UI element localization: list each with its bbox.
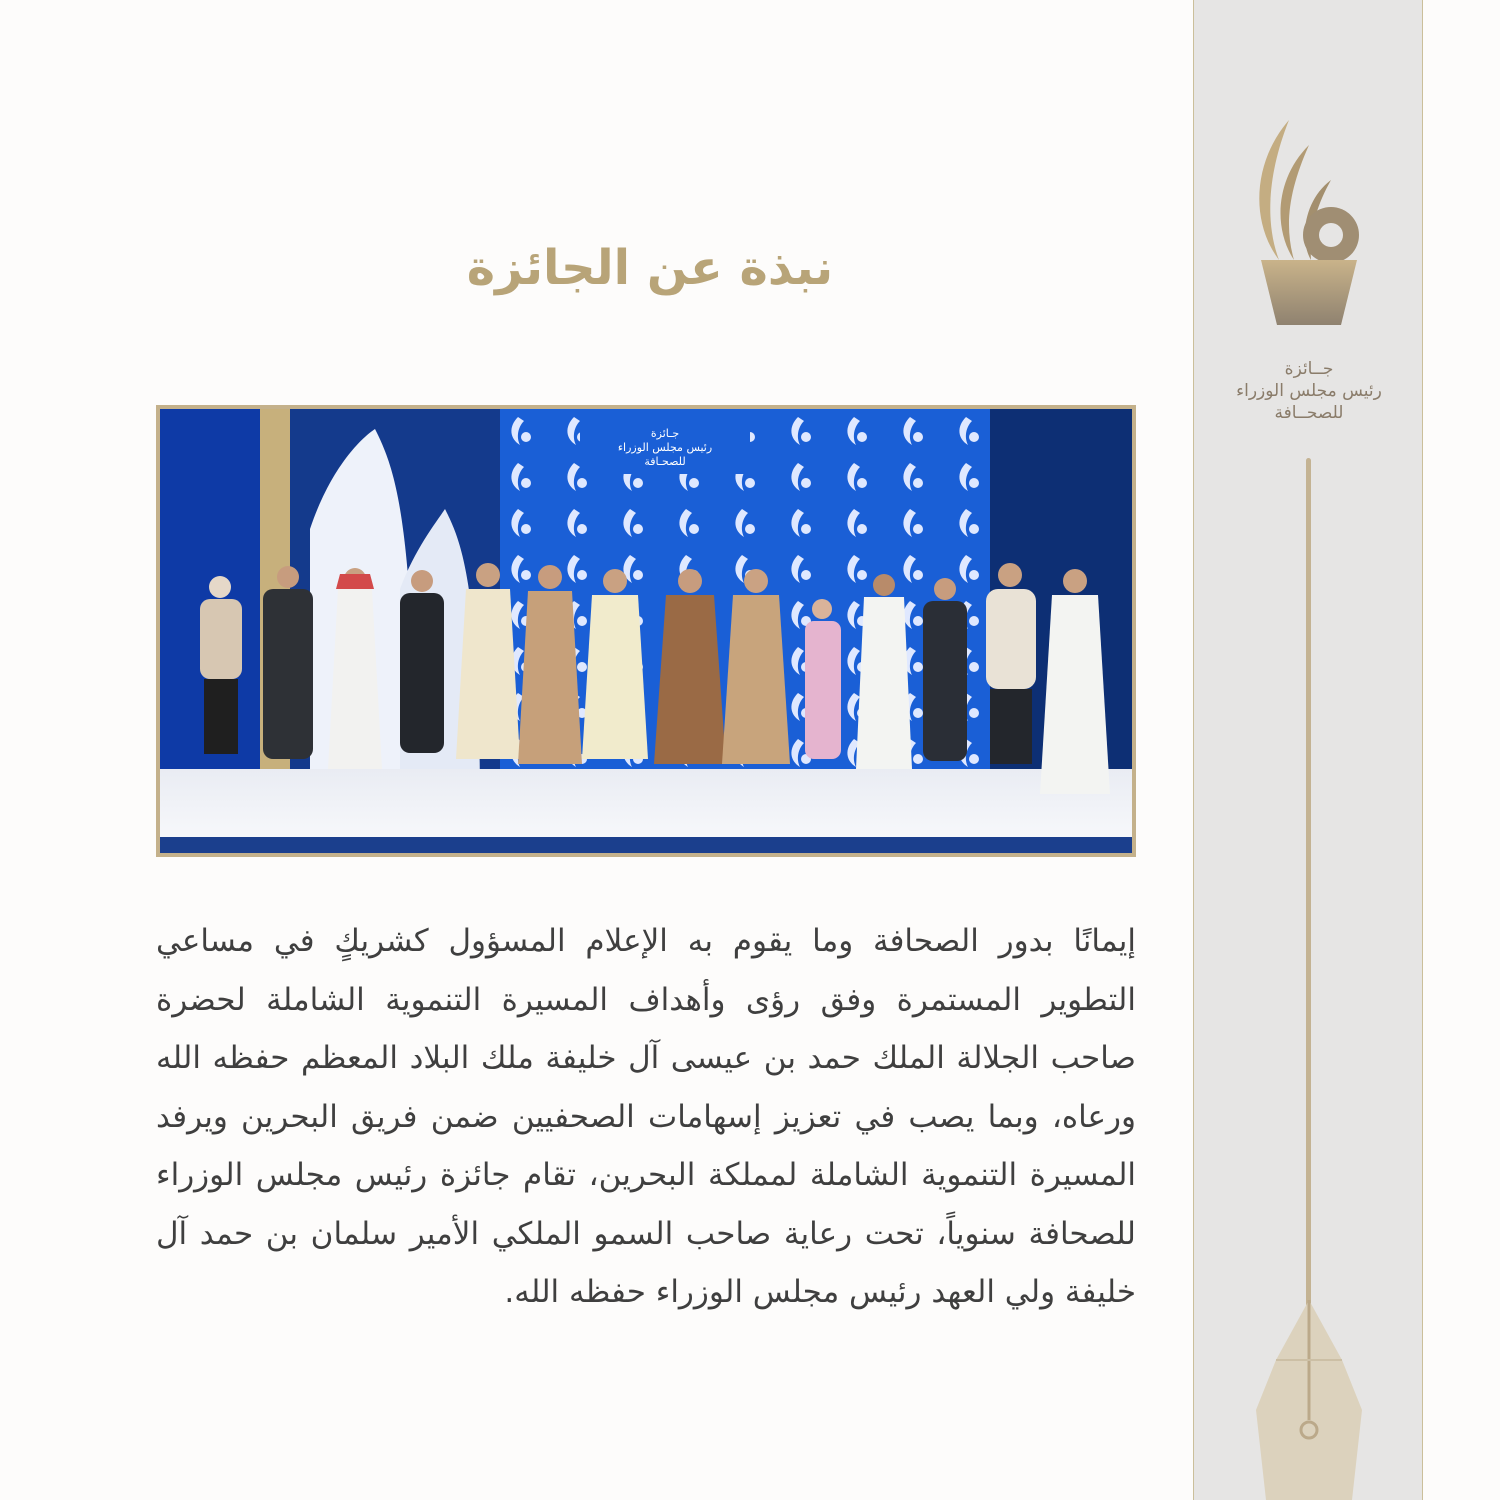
paragraph-line: للصحافة سنوياً، تحت رعاية صاحب السمو الملكي الأمير سلمان بن حمد آل <box>156 1215 1136 1252</box>
paragraph-line: صاحب الجلالة الملك حمد بن عيسى آل خليفة ملك البلاد المعظم حفظه الله <box>156 1040 1136 1076</box>
logo-text <box>1194 358 1424 424</box>
decorative-divider <box>1306 458 1311 1338</box>
award-ceremony-photo <box>156 405 1136 857</box>
backdrop-text-3: للصحـافة <box>644 455 686 468</box>
about-paragraph <box>156 912 1136 1322</box>
paragraph-line: ورعاه، وبما يصب في تعزيز إسهامات الصحفيين ضمن فريق البحرين ويرفد <box>156 1098 1136 1135</box>
page-title: نبذة عن الجائزة <box>466 240 834 296</box>
ceremony-scene <box>160 409 1132 853</box>
paragraph-line: خليفة ولي العهد رئيس مجلس الوزراء حفظه الله. <box>504 1274 1136 1310</box>
paragraph-line: التطوير المستمرة وفق رؤى وأهداف المسيرة التنموية الشاملة لحضرة <box>156 981 1136 1018</box>
logo-line-3: للصحــافة <box>1274 403 1344 423</box>
logo-line-1: جــائزة <box>1284 359 1334 379</box>
paragraph-line: المسيرة التنموية الشاملة لمملكة البحرين، تقام جائزة رئيس مجلس الوزراء <box>156 1157 1136 1193</box>
backdrop-text-1: جـائزة <box>650 427 680 440</box>
backdrop-text-2: رئيس مجلس الوزراء <box>617 441 713 454</box>
sidebar <box>1193 0 1423 1500</box>
paragraph-line: إيمانًا بدور الصحافة وما يقوم به الإعلام المسؤول كشريكٍ في مساعي <box>156 923 1136 959</box>
award-logo-icon <box>1249 110 1369 330</box>
logo-line-2: رئيس مجلس الوزراء <box>1236 381 1382 401</box>
pen-nib-icon <box>1256 1300 1362 1500</box>
